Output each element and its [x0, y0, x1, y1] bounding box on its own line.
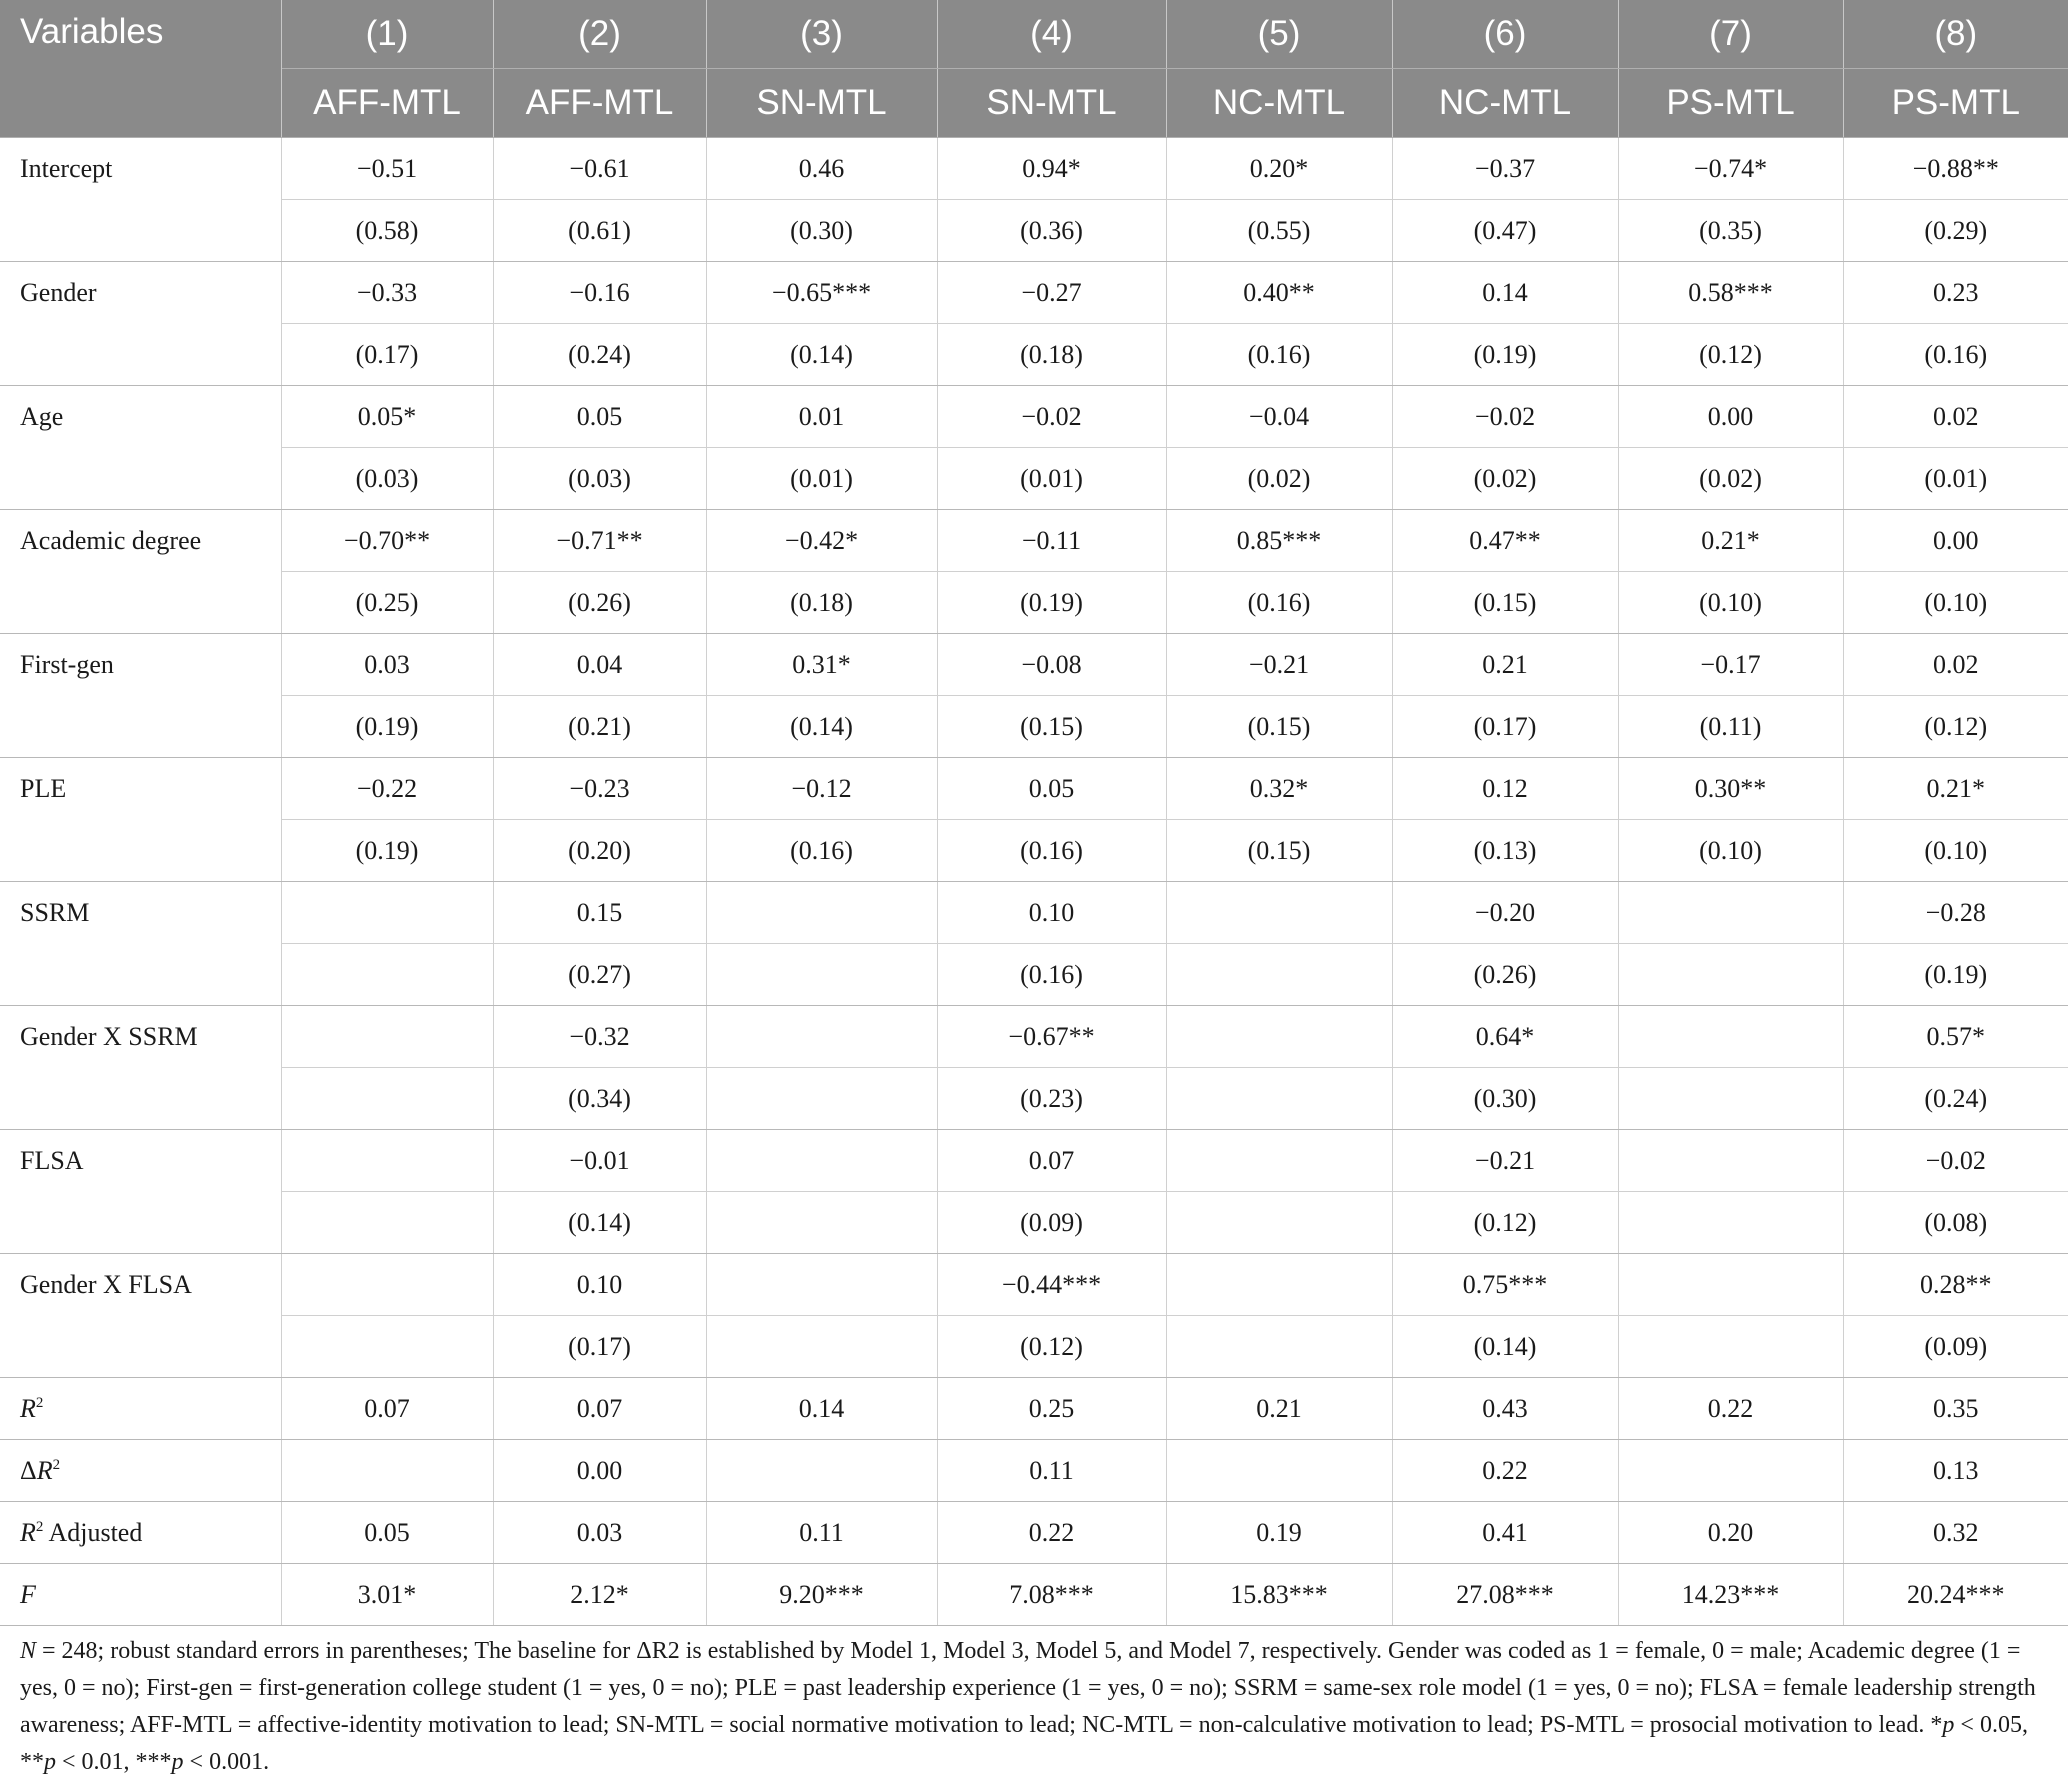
- standard-error-cell: [706, 1068, 937, 1130]
- standard-error-cell: (0.08): [1843, 1192, 2068, 1254]
- standard-error-cell: (0.20): [493, 820, 706, 882]
- coefficient-cell: 0.85***: [1166, 510, 1392, 572]
- coefficient-cell: 0.03: [281, 634, 493, 696]
- coefficient-cell: 0.23: [1843, 262, 2068, 324]
- statistic-cell: 7.08***: [937, 1564, 1166, 1626]
- standard-error-cell: (0.14): [1392, 1316, 1618, 1378]
- standard-error-cell: (0.09): [937, 1192, 1166, 1254]
- standard-error-cell: [1618, 1068, 1843, 1130]
- coefficient-cell: [1618, 1006, 1843, 1068]
- coefficient-row: [0, 1006, 2068, 1068]
- coefficient-cell: 0.10: [493, 1254, 706, 1316]
- coefficient-cell: [706, 1006, 937, 1068]
- coefficient-cell: 0.40**: [1166, 262, 1392, 324]
- standard-error-cell: (0.23): [937, 1068, 1166, 1130]
- standard-error-cell: (0.29): [1843, 200, 2068, 262]
- standard-error-row: [0, 1316, 2068, 1378]
- model-header: (8): [1843, 0, 2068, 69]
- standard-error-cell: (0.15): [1166, 696, 1392, 758]
- standard-error-cell: (0.16): [1166, 324, 1392, 386]
- variable-name: PLE: [0, 758, 281, 882]
- model-header: (5): [1166, 0, 1392, 69]
- statistic-cell: 0.00: [493, 1440, 706, 1502]
- standard-error-cell: (0.17): [493, 1316, 706, 1378]
- statistic-cell: 0.43: [1392, 1378, 1618, 1440]
- statistic-cell: [281, 1440, 493, 1502]
- coefficient-cell: 0.01: [706, 386, 937, 448]
- coefficient-cell: −0.70**: [281, 510, 493, 572]
- model-header: (6): [1392, 0, 1618, 69]
- statistic-cell: 0.11: [706, 1502, 937, 1564]
- standard-error-cell: (0.16): [1843, 324, 2068, 386]
- standard-error-cell: (0.16): [937, 820, 1166, 882]
- variable-name: FLSA: [0, 1130, 281, 1254]
- standard-error-cell: (0.16): [937, 944, 1166, 1006]
- standard-error-cell: (0.14): [493, 1192, 706, 1254]
- standard-error-cell: (0.19): [281, 820, 493, 882]
- coefficient-cell: −0.23: [493, 758, 706, 820]
- coefficient-cell: [706, 1130, 937, 1192]
- coefficient-cell: −0.21: [1166, 634, 1392, 696]
- statistic-cell: 0.21: [1166, 1378, 1392, 1440]
- standard-error-cell: (0.01): [937, 448, 1166, 510]
- coefficient-cell: −0.11: [937, 510, 1166, 572]
- standard-error-row: [0, 324, 2068, 386]
- coefficient-cell: 0.20*: [1166, 138, 1392, 200]
- coefficient-cell: 0.05*: [281, 386, 493, 448]
- statistic-name: [0, 1378, 281, 1440]
- standard-error-cell: (0.17): [1392, 696, 1618, 758]
- coefficient-cell: −0.01: [493, 1130, 706, 1192]
- coefficient-cell: 0.05: [937, 758, 1166, 820]
- statistic-cell: [1618, 1440, 1843, 1502]
- outcome-header: NC-MTL: [1392, 69, 1618, 138]
- coefficient-cell: −0.65***: [706, 262, 937, 324]
- coefficient-cell: −0.51: [281, 138, 493, 200]
- statistic-cell: 0.20: [1618, 1502, 1843, 1564]
- standard-error-cell: (0.17): [281, 324, 493, 386]
- coefficient-cell: −0.16: [493, 262, 706, 324]
- variable-name: Age: [0, 386, 281, 510]
- coefficient-cell: 0.31*: [706, 634, 937, 696]
- outcome-header: SN-MTL: [706, 69, 937, 138]
- outcome-header: PS-MTL: [1843, 69, 2068, 138]
- outcome-header: AFF-MTL: [493, 69, 706, 138]
- statistic-cell: 15.83***: [1166, 1564, 1392, 1626]
- standard-error-cell: (0.19): [281, 696, 493, 758]
- standard-error-cell: (0.25): [281, 572, 493, 634]
- standard-error-cell: (0.15): [937, 696, 1166, 758]
- statistic-cell: 0.11: [937, 1440, 1166, 1502]
- standard-error-cell: [1166, 944, 1392, 1006]
- standard-error-cell: (0.13): [1392, 820, 1618, 882]
- standard-error-cell: (0.24): [1843, 1068, 2068, 1130]
- outcome-header: PS-MTL: [1618, 69, 1843, 138]
- standard-error-cell: (0.03): [281, 448, 493, 510]
- standard-error-cell: (0.02): [1166, 448, 1392, 510]
- coefficient-cell: −0.08: [937, 634, 1166, 696]
- coefficient-row: [0, 882, 2068, 944]
- table-header: [0, 0, 2068, 138]
- coefficient-cell: −0.33: [281, 262, 493, 324]
- coefficient-cell: 0.47**: [1392, 510, 1618, 572]
- coefficient-cell: 0.10: [937, 882, 1166, 944]
- variables-header: Variables: [0, 0, 281, 138]
- coefficient-cell: [706, 1254, 937, 1316]
- coefficient-row: [0, 1130, 2068, 1192]
- statistic-name: [0, 1564, 281, 1626]
- model-header: (7): [1618, 0, 1843, 69]
- statistic-symbol: R: [20, 1393, 36, 1423]
- outcome-header: NC-MTL: [1166, 69, 1392, 138]
- coefficient-cell: [1166, 1130, 1392, 1192]
- standard-error-cell: (0.02): [1618, 448, 1843, 510]
- table-body: [0, 138, 2068, 1626]
- coefficient-cell: [281, 1254, 493, 1316]
- statistic-cell: 0.41: [1392, 1502, 1618, 1564]
- statistic-cell: 9.20***: [706, 1564, 937, 1626]
- standard-error-cell: (0.15): [1166, 820, 1392, 882]
- statistic-cell: 3.01*: [281, 1564, 493, 1626]
- footnote-n: N: [20, 1638, 37, 1664]
- standard-error-cell: (0.15): [1392, 572, 1618, 634]
- footnote-p: p: [171, 1749, 184, 1775]
- statistic-row: [0, 1502, 2068, 1564]
- standard-error-row: [0, 448, 2068, 510]
- coefficient-cell: 0.14: [1392, 262, 1618, 324]
- standard-error-row: [0, 572, 2068, 634]
- statistic-symbol: R: [20, 1517, 36, 1547]
- statistic-cell: 0.07: [281, 1378, 493, 1440]
- standard-error-cell: (0.12): [1392, 1192, 1618, 1254]
- coefficient-row: [0, 386, 2068, 448]
- header-row-models: [0, 0, 2068, 69]
- statistic-cell: 0.25: [937, 1378, 1166, 1440]
- table-footnote: [20, 1633, 2040, 1781]
- coefficient-cell: 0.46: [706, 138, 937, 200]
- statistic-cell: 0.19: [1166, 1502, 1392, 1564]
- coefficient-cell: 0.21*: [1843, 758, 2068, 820]
- coefficient-cell: [706, 882, 937, 944]
- coefficient-cell: [1618, 1254, 1843, 1316]
- standard-error-cell: (0.16): [706, 820, 937, 882]
- statistic-superscript: 2: [35, 1394, 44, 1411]
- standard-error-cell: (0.24): [493, 324, 706, 386]
- footnote-text: < 0.001.: [183, 1749, 270, 1775]
- coefficient-cell: −0.12: [706, 758, 937, 820]
- standard-error-cell: (0.30): [706, 200, 937, 262]
- coefficient-row: [0, 510, 2068, 572]
- statistic-cell: 0.03: [493, 1502, 706, 1564]
- outcome-header: AFF-MTL: [281, 69, 493, 138]
- coefficient-row: [0, 262, 2068, 324]
- coefficient-cell: 0.00: [1843, 510, 2068, 572]
- standard-error-cell: (0.01): [706, 448, 937, 510]
- model-header: (2): [493, 0, 706, 69]
- coefficient-cell: −0.04: [1166, 386, 1392, 448]
- standard-error-cell: (0.18): [937, 324, 1166, 386]
- standard-error-cell: (0.19): [1843, 944, 2068, 1006]
- coefficient-cell: −0.42*: [706, 510, 937, 572]
- statistic-cell: 0.22: [1392, 1440, 1618, 1502]
- coefficient-cell: [1166, 882, 1392, 944]
- standard-error-cell: [1166, 1068, 1392, 1130]
- standard-error-cell: (0.19): [1392, 324, 1618, 386]
- coefficient-cell: 0.02: [1843, 634, 2068, 696]
- standard-error-cell: [706, 1316, 937, 1378]
- variable-name: Intercept: [0, 138, 281, 262]
- statistic-symbol: F: [20, 1579, 36, 1609]
- footnote-text: < 0.05, **: [20, 1712, 2028, 1775]
- statistic-cell: 0.22: [937, 1502, 1166, 1564]
- coefficient-cell: [281, 1130, 493, 1192]
- coefficient-cell: [281, 1006, 493, 1068]
- statistic-cell: 14.23***: [1618, 1564, 1843, 1626]
- standard-error-cell: [1618, 944, 1843, 1006]
- statistic-superscript: 2: [35, 1518, 44, 1535]
- statistic-suffix: Adjusted: [43, 1517, 143, 1547]
- standard-error-cell: (0.16): [1166, 572, 1392, 634]
- coefficient-cell: −0.17: [1618, 634, 1843, 696]
- standard-error-cell: (0.26): [1392, 944, 1618, 1006]
- standard-error-cell: (0.02): [1392, 448, 1618, 510]
- footnote-p: p: [1942, 1712, 1955, 1738]
- model-header: (1): [281, 0, 493, 69]
- standard-error-cell: (0.61): [493, 200, 706, 262]
- outcome-header: SN-MTL: [937, 69, 1166, 138]
- header-row-outcomes: [0, 69, 2068, 138]
- standard-error-cell: [706, 944, 937, 1006]
- standard-error-cell: (0.26): [493, 572, 706, 634]
- model-header: (4): [937, 0, 1166, 69]
- coefficient-cell: 0.30**: [1618, 758, 1843, 820]
- coefficient-cell: 0.02: [1843, 386, 2068, 448]
- standard-error-cell: (0.34): [493, 1068, 706, 1130]
- coefficient-cell: [1618, 1130, 1843, 1192]
- statistic-row: [0, 1378, 2068, 1440]
- coefficient-cell: −0.88**: [1843, 138, 2068, 200]
- standard-error-row: [0, 820, 2068, 882]
- statistic-cell: 27.08***: [1392, 1564, 1618, 1626]
- coefficient-cell: 0.58***: [1618, 262, 1843, 324]
- variable-name: First-gen: [0, 634, 281, 758]
- coefficient-cell: 0.07: [937, 1130, 1166, 1192]
- standard-error-cell: (0.10): [1618, 572, 1843, 634]
- coefficient-cell: 0.32*: [1166, 758, 1392, 820]
- coefficient-cell: 0.04: [493, 634, 706, 696]
- standard-error-cell: (0.19): [937, 572, 1166, 634]
- footnote-p: p: [44, 1749, 56, 1775]
- standard-error-cell: (0.35): [1618, 200, 1843, 262]
- statistic-row: [0, 1564, 2068, 1626]
- standard-error-cell: [281, 1316, 493, 1378]
- standard-error-cell: [1166, 1316, 1392, 1378]
- coefficient-cell: 0.75***: [1392, 1254, 1618, 1316]
- coefficient-cell: −0.74*: [1618, 138, 1843, 200]
- coefficient-cell: −0.22: [281, 758, 493, 820]
- coefficient-cell: 0.12: [1392, 758, 1618, 820]
- coefficient-cell: −0.44***: [937, 1254, 1166, 1316]
- coefficient-cell: −0.32: [493, 1006, 706, 1068]
- variable-name: Gender: [0, 262, 281, 386]
- coefficient-cell: −0.02: [1843, 1130, 2068, 1192]
- standard-error-cell: (0.27): [493, 944, 706, 1006]
- standard-error-cell: (0.21): [493, 696, 706, 758]
- statistic-cell: 0.13: [1843, 1440, 2068, 1502]
- model-header: (3): [706, 0, 937, 69]
- standard-error-cell: (0.47): [1392, 200, 1618, 262]
- coefficient-cell: 0.00: [1618, 386, 1843, 448]
- coefficient-cell: 0.15: [493, 882, 706, 944]
- coefficient-cell: −0.02: [1392, 386, 1618, 448]
- standard-error-cell: (0.11): [1618, 696, 1843, 758]
- statistic-cell: 0.32: [1843, 1502, 2068, 1564]
- coefficient-cell: −0.20: [1392, 882, 1618, 944]
- coefficient-cell: [1166, 1006, 1392, 1068]
- coefficient-cell: −0.71**: [493, 510, 706, 572]
- statistic-cell: 0.22: [1618, 1378, 1843, 1440]
- standard-error-cell: [281, 1192, 493, 1254]
- standard-error-cell: (0.55): [1166, 200, 1392, 262]
- coefficient-cell: [281, 882, 493, 944]
- standard-error-row: [0, 944, 2068, 1006]
- coefficient-row: [0, 758, 2068, 820]
- coefficient-cell: 0.21: [1392, 634, 1618, 696]
- coefficient-cell: −0.28: [1843, 882, 2068, 944]
- statistic-symbol: R: [36, 1455, 53, 1485]
- statistic-prefix: Δ: [20, 1455, 37, 1485]
- coefficient-cell: −0.37: [1392, 138, 1618, 200]
- standard-error-cell: (0.10): [1843, 572, 2068, 634]
- standard-error-row: [0, 1192, 2068, 1254]
- standard-error-row: [0, 1068, 2068, 1130]
- coefficient-row: [0, 1254, 2068, 1316]
- coefficient-row: [0, 138, 2068, 200]
- statistic-cell: 0.05: [281, 1502, 493, 1564]
- standard-error-cell: (0.36): [937, 200, 1166, 262]
- coefficient-cell: [1166, 1254, 1392, 1316]
- standard-error-cell: [1166, 1192, 1392, 1254]
- coefficient-cell: 0.21*: [1618, 510, 1843, 572]
- coefficient-cell: 0.64*: [1392, 1006, 1618, 1068]
- statistic-name: [0, 1440, 281, 1502]
- standard-error-row: [0, 200, 2068, 262]
- standard-error-cell: (0.14): [706, 324, 937, 386]
- standard-error-cell: (0.18): [706, 572, 937, 634]
- coefficient-cell: −0.02: [937, 386, 1166, 448]
- statistic-cell: 0.14: [706, 1378, 937, 1440]
- standard-error-cell: (0.10): [1618, 820, 1843, 882]
- standard-error-cell: [281, 1068, 493, 1130]
- standard-error-row: [0, 696, 2068, 758]
- statistic-cell: 2.12*: [493, 1564, 706, 1626]
- standard-error-cell: (0.14): [706, 696, 937, 758]
- coefficient-cell: 0.28**: [1843, 1254, 2068, 1316]
- statistic-superscript: 2: [52, 1456, 61, 1473]
- variable-name: Academic degree: [0, 510, 281, 634]
- statistic-cell: 20.24***: [1843, 1564, 2068, 1626]
- coefficient-cell: 0.57*: [1843, 1006, 2068, 1068]
- standard-error-cell: (0.12): [1618, 324, 1843, 386]
- standard-error-cell: [1618, 1316, 1843, 1378]
- standard-error-cell: (0.30): [1392, 1068, 1618, 1130]
- coefficient-cell: −0.27: [937, 262, 1166, 324]
- statistic-cell: 0.07: [493, 1378, 706, 1440]
- standard-error-cell: (0.12): [937, 1316, 1166, 1378]
- statistic-cell: [706, 1440, 937, 1502]
- variable-name: Gender X FLSA: [0, 1254, 281, 1378]
- statistic-row: [0, 1440, 2068, 1502]
- coefficient-cell: 0.05: [493, 386, 706, 448]
- standard-error-cell: (0.12): [1843, 696, 2068, 758]
- statistic-cell: [1166, 1440, 1392, 1502]
- statistic-name: [0, 1502, 281, 1564]
- coefficient-cell: −0.61: [493, 138, 706, 200]
- coefficient-cell: −0.67**: [937, 1006, 1166, 1068]
- coefficient-row: [0, 634, 2068, 696]
- standard-error-cell: [706, 1192, 937, 1254]
- variable-name: SSRM: [0, 882, 281, 1006]
- footnote-text: < 0.01, ***: [56, 1749, 172, 1775]
- standard-error-cell: (0.10): [1843, 820, 2068, 882]
- standard-error-cell: (0.03): [493, 448, 706, 510]
- standard-error-cell: [1618, 1192, 1843, 1254]
- footnote-text: = 248; robust standard errors in parentheses; The baseline for ΔR2 is established by Model 1, Model 3, Model 5, and Model 7, respectively. Gender was coded as 1 = female, 0 = male; Academic degree (1 = yes, 0 = no); First-gen = first-generation college student (1 = yes, 0 = no); PLE = past leadership experience (1 = yes, 0 = no); SSRM = same-sex role model (1 = yes, 0 = no); FLSA = female leadership strength awareness; AFF-MTL = affective-identity motivation to lead; SN-MTL = social normative motivation to lead; NC-MTL = non-calculative motivation to lead; PS-MTL = prosocial motivation to lead. *: [20, 1638, 2036, 1738]
- coefficient-cell: −0.21: [1392, 1130, 1618, 1192]
- variable-name: Gender X SSRM: [0, 1006, 281, 1130]
- coefficient-cell: 0.94*: [937, 138, 1166, 200]
- coefficient-cell: [1618, 882, 1843, 944]
- standard-error-cell: [281, 944, 493, 1006]
- statistic-cell: 0.35: [1843, 1378, 2068, 1440]
- standard-error-cell: (0.58): [281, 200, 493, 262]
- standard-error-cell: (0.09): [1843, 1316, 2068, 1378]
- standard-error-cell: (0.01): [1843, 448, 2068, 510]
